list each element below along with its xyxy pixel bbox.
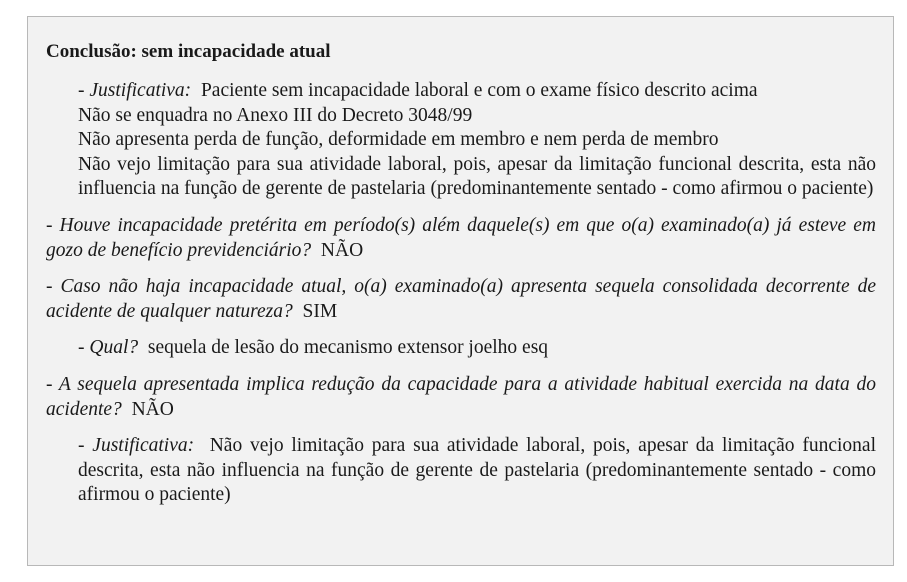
- conclusion-panel: [27, 16, 894, 566]
- annex-line: Não se enquadra no Anexo III do Decreto 3048/99: [78, 104, 473, 126]
- conclusion-heading: Conclusão: sem incapacidade atual: [46, 41, 331, 62]
- justification-label: - Justificativa:: [78, 80, 192, 101]
- question-label: - Qual?: [78, 337, 139, 359]
- question-text: - A sequela apresentada implica redução da capacidade para a atividade habitual exercida na data do acidente?: [46, 373, 876, 420]
- justification-text: Não vejo limitação para sua atividade laboral, pois, apesar da limitação funcional descrita, esta não influencia na função de gerente de pastelaria (predominantemente sentado - como afirmou o paciente): [78, 435, 876, 506]
- function-loss-line: Não apresenta perda de função, deformidade em membro e nem perda de membro: [78, 129, 719, 151]
- question-text: - Caso não haja incapacidade atual, o(a) examinado(a) apresenta sequela consolidada decorrente de acidente de qualquer natureza?: [46, 276, 876, 322]
- answer-text: sequela de lesão do mecanismo extensor joelho esq: [147, 337, 549, 359]
- question-sequela: [46, 275, 876, 324]
- limitation-line: Não vejo limitação para sua atividade laboral, pois, apesar da limitação funcional descrita, esta não influencia na função de gerente de pastelaria (predominantemente sentado - como afirmou o paciente): [78, 153, 876, 200]
- answer-text: SIM: [302, 300, 338, 322]
- question-which-sequela: [46, 336, 876, 361]
- justification-block: [46, 79, 876, 202]
- final-justification-block: [46, 434, 876, 508]
- question-capacity-reduction: [46, 373, 876, 422]
- justification-text: Paciente sem incapacidade laboral e com o exame físico descrito acima: [200, 80, 758, 101]
- answer-text: NÃO: [131, 398, 174, 420]
- justification-label: - Justificativa:: [78, 435, 195, 457]
- answer-text: NÃO: [320, 239, 364, 261]
- question-prior-incapacity: [46, 214, 876, 263]
- question-text: - Houve incapacidade pretérita em período(s) além daquele(s) em que o(a) examinado(a) já esteve em gozo de benefício previdenciário?: [46, 214, 876, 261]
